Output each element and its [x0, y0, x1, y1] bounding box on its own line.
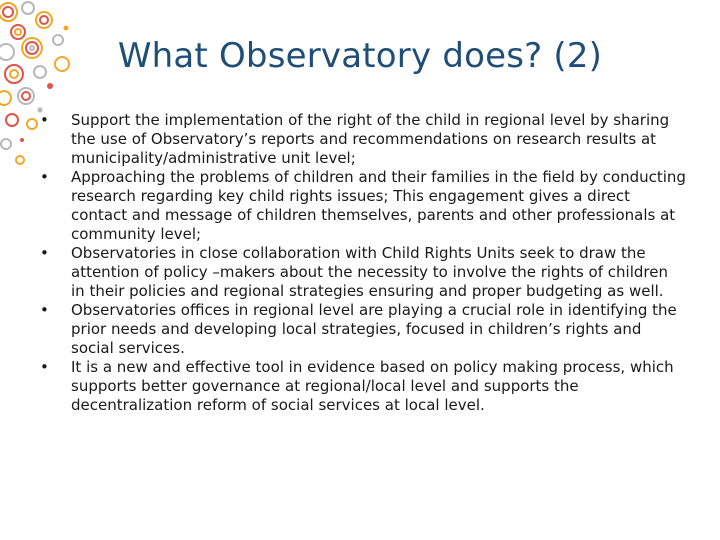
bullet-glyph: •	[40, 244, 49, 262]
bullet-text: It is a new and effective tool in evidence based on policy making process, which supports better governance at regional/local level and supports the decentralization reform of social services at local level.	[71, 358, 674, 414]
bullet-glyph: •	[40, 111, 49, 129]
bullet-text: Approaching the problems of children and their families in the field by conducting research regarding key child rights issues; This engagement gives a direct contact and message of children themselves, parents and other professionals at community level;	[71, 168, 686, 243]
bullet-item	[40, 111, 686, 168]
bullet-glyph: •	[40, 358, 49, 376]
slide-title: What Observatory does? (2)	[117, 36, 603, 76]
bullet-item	[40, 358, 686, 415]
bullet-item	[40, 244, 686, 301]
bullet-glyph: •	[40, 168, 49, 186]
bullet-item	[40, 301, 686, 358]
bullet-text: Observatories in close collaboration with Child Rights Units seek to draw the attention of policy –makers about the necessity to involve the rights of children in their policies and regional strategies ensuring and proper budgeting as well.	[71, 244, 668, 300]
bullet-text: Support the implementation of the right of the child in regional level by sharing the use of Observatory’s reports and recommendations on research results at municipality/administrative unit level;	[71, 111, 670, 167]
bullet-item	[40, 168, 686, 244]
bullet-glyph: •	[40, 301, 49, 319]
bullet-list	[40, 111, 686, 415]
bullet-text: Observatories offices in regional level are playing a crucial role in identifying the prior needs and developing local strategies, focused in children’s rights and social services.	[71, 301, 677, 357]
